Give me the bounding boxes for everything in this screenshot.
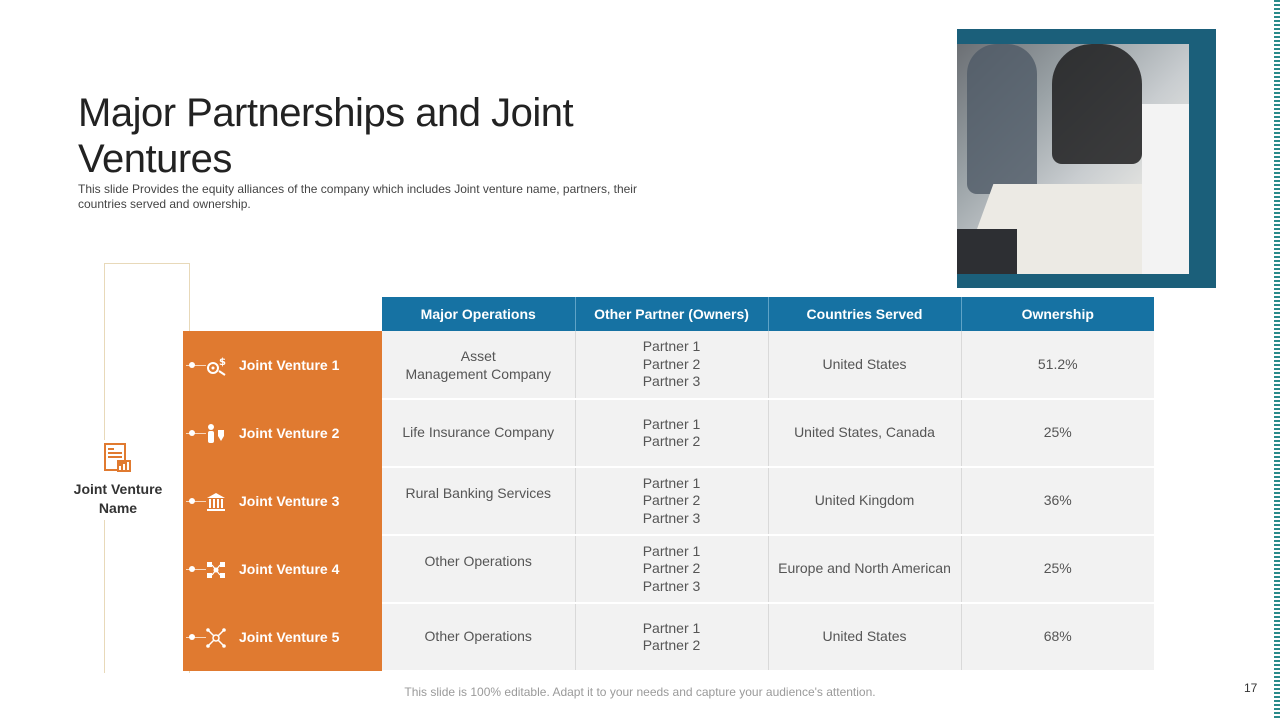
operations-cell xyxy=(382,467,575,535)
footer-note: This slide is 100% editable. Adapt it to your needs and capture your audience's attention. xyxy=(404,685,876,699)
joint-venture-name-label: Joint Venture Name xyxy=(73,481,163,516)
table-row xyxy=(382,603,1154,671)
jv-name: Joint Venture 3 xyxy=(239,493,340,509)
ownership-cell: 25% xyxy=(961,399,1154,467)
column-header: Other Partner (Owners) xyxy=(575,297,768,331)
operations-text: Other Operations xyxy=(424,628,532,645)
hub-connections-icon xyxy=(205,627,227,649)
jv-row-1 xyxy=(183,331,382,399)
partner-text: Partner 3 xyxy=(642,577,701,594)
team-photo xyxy=(957,44,1189,274)
table-row xyxy=(382,399,1154,467)
operations-text: Rural Banking Services xyxy=(405,485,551,501)
partner-text: Partner 3 xyxy=(642,373,701,390)
slide-subtitle: This slide Provides the equity alliances of the company which includes Joint venture name, partners, their countries served and ownership. xyxy=(78,182,637,211)
partners-cell xyxy=(575,603,768,671)
partners-cell xyxy=(575,331,768,399)
partner-text: Partner 2 xyxy=(642,433,701,449)
network-nodes-icon xyxy=(205,559,227,581)
svg-text:$: $ xyxy=(219,357,226,368)
ownership-cell: 68% xyxy=(961,603,1154,671)
partner-text: Partner 1 xyxy=(642,619,701,636)
countries-cell: United States, Canada xyxy=(768,399,961,467)
partner-text: Partner 2 xyxy=(642,637,701,653)
partner-text: Partner 2 xyxy=(642,492,701,509)
ownership-cell: 25% xyxy=(961,535,1154,603)
ownership-cell: 36% xyxy=(961,467,1154,535)
right-decorative-border xyxy=(1274,0,1280,720)
jv-name: Joint Venture 4 xyxy=(239,561,340,577)
partner-text: Partner 3 xyxy=(642,509,701,526)
document-chart-icon xyxy=(103,442,133,474)
column-header: Countries Served xyxy=(768,297,961,331)
jv-row-2 xyxy=(183,399,382,467)
partners-cell xyxy=(575,399,768,467)
ownership-cell: 51.2% xyxy=(961,331,1154,399)
operations-cell xyxy=(382,331,575,399)
joint-venture-column xyxy=(183,331,382,671)
person-shield-icon xyxy=(205,423,227,445)
page-number: 17 xyxy=(1244,681,1258,695)
operations-cell xyxy=(382,603,575,671)
partnerships-table xyxy=(382,297,1154,672)
table-row xyxy=(382,467,1154,535)
partner-text: Partner 1 xyxy=(642,338,701,355)
jv-name: Joint Venture 5 xyxy=(239,629,340,645)
partner-text: Partner 1 xyxy=(642,542,701,559)
table-header-row xyxy=(382,297,1154,331)
bank-icon xyxy=(205,491,227,513)
operations-cell xyxy=(382,399,575,467)
operations-text: Management Company xyxy=(405,365,552,382)
operations-text: Other Operations xyxy=(424,553,532,569)
jv-name: Joint Venture 1 xyxy=(239,357,340,373)
partner-text: Partner 1 xyxy=(642,415,701,432)
slide-title: Major Partnerships and Joint Ventures xyxy=(78,91,574,181)
countries-cell: Europe and North American xyxy=(768,535,961,603)
column-header: Ownership xyxy=(961,297,1154,331)
partner-text: Partner 2 xyxy=(642,560,701,577)
countries-cell: United Kingdom xyxy=(768,467,961,535)
countries-cell: United States xyxy=(768,331,961,399)
partners-cell xyxy=(575,535,768,603)
jv-name: Joint Venture 2 xyxy=(239,425,340,441)
jv-row-5 xyxy=(183,603,382,671)
operations-cell xyxy=(382,535,575,603)
jv-row-4 xyxy=(183,535,382,603)
operations-text: Life Insurance Company xyxy=(402,424,555,441)
partner-text: Partner 1 xyxy=(642,474,701,491)
jv-row-3 xyxy=(183,467,382,535)
row-header-label xyxy=(60,440,176,520)
operations-text: Asset xyxy=(460,348,496,364)
column-header: Major Operations xyxy=(382,297,575,331)
partner-text: Partner 2 xyxy=(642,355,701,372)
gear-dollar-icon xyxy=(205,355,227,377)
table-row xyxy=(382,535,1154,603)
table-row xyxy=(382,331,1154,399)
countries-cell: United States xyxy=(768,603,961,671)
partners-cell xyxy=(575,467,768,535)
